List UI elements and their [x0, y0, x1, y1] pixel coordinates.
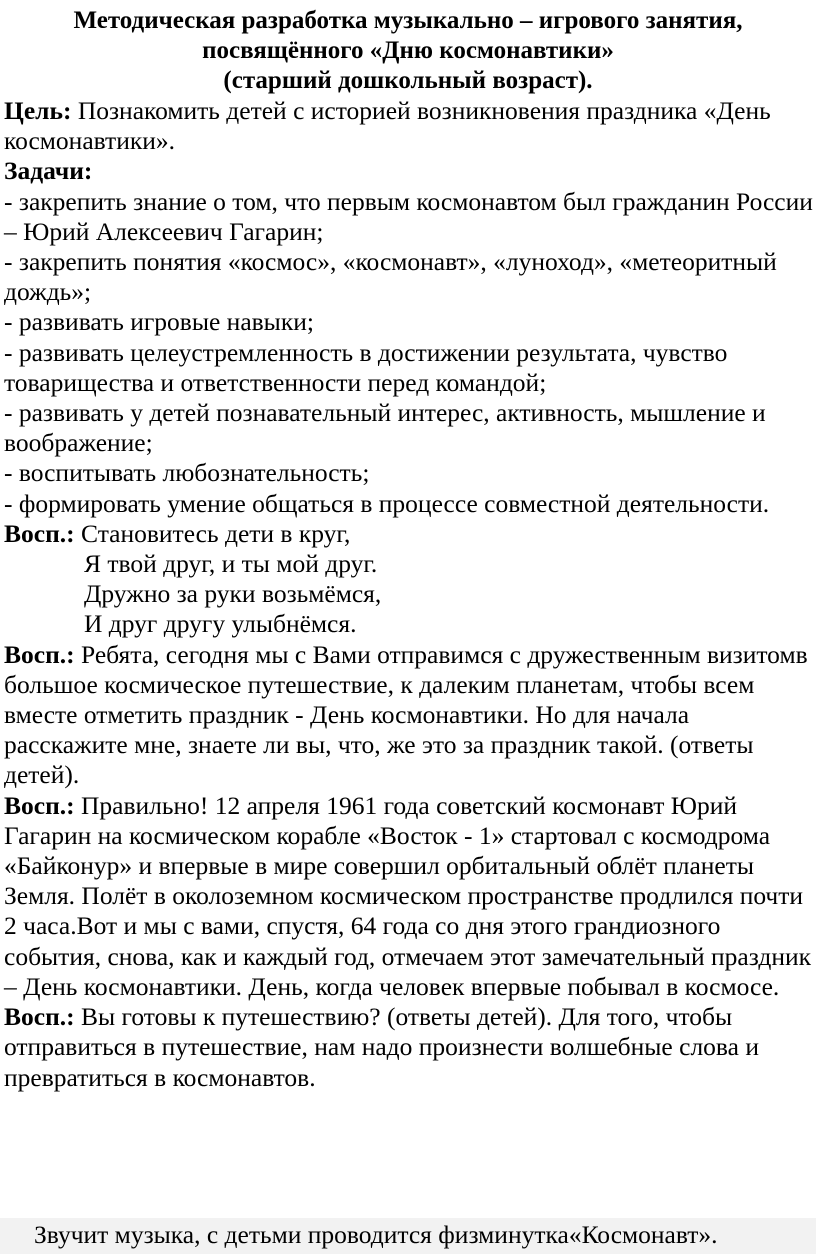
task-item: - закрепить знание о том, что первым космонавтом был гражданин России – Юрий Алексеевич Гагарин; [4, 186, 813, 246]
dialogue-paragraph [4, 1002, 814, 1093]
task-item: - развивать игровые навыки; [4, 307, 314, 337]
dialogue-text: Ребята, сегодня мы с Вами отправимся с дружественным визитомв большое космическое путешествие, к далеким планетам, чтобы всем вместе отметить праздник - День космонавтики. Но для начала расскажите мне, знаете ли вы, что, же это за праздник такой. (ответы детей). [4, 639, 808, 790]
dialogue-paragraph [4, 640, 814, 791]
speaker-label: Восп.: [4, 790, 75, 820]
document-title [0, 0, 816, 96]
title-line-2: посвящённого «Дню космонавтики» [202, 37, 614, 64]
poem-line: Я твой друг, и ты мой друг. [84, 549, 378, 579]
tasks-heading [4, 156, 814, 186]
dialogue-text: Правильно! 12 апреля 1961 года советский космонавт Юрий Гагарин на космическом корабле «Восток - 1» стартовал с космодрома «Байконур» и впервые в мире совершил орбитальный облёт планеты Земля. Полёт в околоземном космическом пространстве продлился почти 2 часа.Вот и мы с вами, спустя, 64 года со дня этого грандиозного события, снова, как и каждый год, отмечаем этот замечательный праздник – День космонавтики. День, когда человек впервые побывал в космосе. [4, 790, 811, 1001]
goal-paragraph [4, 96, 814, 156]
dialogue-text: Становитесь дети в круг, [74, 518, 351, 548]
task-item: - воспитывать любознательность; [4, 458, 370, 488]
speaker-label: Восп.: [4, 1002, 75, 1032]
title-line-1: Методическая разработка музыкально – игрового занятия, [73, 7, 743, 34]
tasks-label: Задачи: [4, 156, 93, 186]
poem-line: И друг другу улыбнёмся. [84, 609, 357, 639]
speaker-label: Восп.: [4, 639, 75, 669]
music-note-text: Звучит музыка, с детьми проводится физминутка«Космонавт». [34, 1220, 718, 1249]
task-item: - развивать у детей познавательный интерес, активность, мышление и воображение; [4, 398, 766, 458]
goal-label: Цель: [4, 96, 72, 125]
dialogue-text: Вы готовы к путешествию? (ответы детей). Для того, чтобы отправиться в путешествие, нам надо произнести волшебные слова и превратиться в космонавтов. [4, 1002, 759, 1092]
title-line-3: (старший дошкольный возраст). [223, 67, 593, 94]
music-note-line [0, 1218, 816, 1254]
poem-line: Дружно за руки возьмёмся, [84, 579, 382, 609]
goal-text: Познакомить детей с историей возникновения праздника «День космонавтики». [4, 96, 771, 156]
dialogue-paragraph [4, 791, 814, 1002]
speaker-label: Восп.: [4, 518, 75, 548]
task-item: - развивать целеустремленность в достижении результата, чувство товарищества и ответственности перед командой; [4, 337, 728, 397]
task-item: - закрепить понятия «космос», «космонавт», «луноход», «метеоритный дождь»; [4, 247, 777, 307]
poem-first-line [4, 519, 814, 549]
dialogue-paragraph [4, 519, 814, 640]
document-body [0, 96, 816, 1093]
task-item: - формировать умение общаться в процессе совместной деятельности. [4, 488, 770, 518]
